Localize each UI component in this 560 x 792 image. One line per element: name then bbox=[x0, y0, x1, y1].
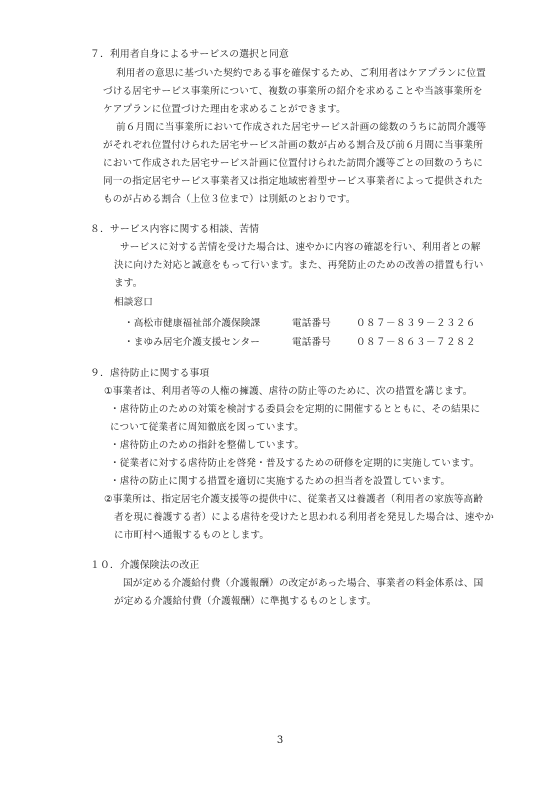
bullet-item: ・虐待防止のための対策を検討する委員会を定期的に開催するとともに、その結果に bbox=[110, 404, 481, 415]
section-heading: ７．利用者自身によるサービスの選択と同意 bbox=[90, 49, 289, 60]
paragraph-line: が定める介護給付費（介護報酬）に準拠するものとします。 bbox=[114, 596, 377, 607]
paragraph-line: サービスに対する苦情を受けた場合は、速やかに内容の確認を行い、利用者との解 bbox=[120, 242, 481, 253]
bullet-item: について従業者に周知徹底を図っています。 bbox=[110, 422, 304, 433]
paragraph-line: 利用者の意思に基づいた契約である事を確保するため、ご利用者はケアプランに位置 bbox=[116, 68, 486, 79]
bullet-item: ・従業者に対する虐待防止を啓発・普及するための研修を定期的に実施しています。 bbox=[110, 458, 480, 469]
section-heading: ９．虐待防止に関する事項 bbox=[90, 368, 210, 379]
paragraph-line: 前６月間に当事業所において作成された居宅サービス計画の総数のうちに訪問介護等 bbox=[116, 122, 487, 133]
bullet-item: ・虐待の防止に関する措置を適切に実施するための担当者を設置しています。 bbox=[110, 476, 451, 487]
paragraph-line: づける居宅サービス事業所について、複数の事業所の紹介を求めることや当該事業所を bbox=[103, 86, 483, 97]
section-heading: １０．介護保険法の改正 bbox=[90, 560, 200, 571]
paragraph-line: ます。 bbox=[114, 278, 143, 289]
bullet-item: ・虐待防止のための指針を整備しています。 bbox=[110, 440, 305, 451]
contact-name: ・まゆみ居宅介護支援センター bbox=[124, 337, 261, 348]
tel-number: ０８７－８６３－７２８２ bbox=[356, 337, 476, 348]
list-item: 者を現に養護する者）による虐待を受けたと思われる利用者を発見した場合は、速やか bbox=[114, 512, 495, 523]
page-number: 3 bbox=[276, 735, 284, 746]
tel-label: 電話番号 bbox=[292, 337, 331, 348]
paragraph-line: 同一の指定居宅サービス事業者又は指定地域密着型サービス事業者によって提供された bbox=[103, 176, 484, 187]
list-item: に市町村へ通報するものとします。 bbox=[114, 530, 270, 541]
paragraph-line: がそれぞれ位置付けられた居宅サービス計画の数が占める割合及び前６月間に当事業所 bbox=[103, 140, 484, 151]
paragraph-line: ケアプランに位置づけた理由を求めることができます。 bbox=[103, 104, 346, 115]
tel-number: ０８７－８３９－２３２６ bbox=[356, 318, 476, 329]
paragraph-line: 決に向けた対応と誠意をもって行います。また、再発防止のための改善の措置も行い bbox=[114, 260, 484, 271]
contact-name: ・高松市健康福祉部介護保険課 bbox=[124, 318, 261, 329]
paragraph-line: 国が定める介護給付費（介護報酬）の改定があった場合、事業者の料金体系は、国 bbox=[123, 578, 484, 589]
section-heading: ８．サービス内容に関する相談、苦情 bbox=[90, 224, 260, 235]
paragraph-line: において作成された居宅サービス計画に位置付けられた訪問介護等ごとの回数のうちに bbox=[103, 158, 484, 169]
list-item: ②事業所は、指定居宅介護支援等の提供中に、従業者又は養護者（利用者の家族等高齢 bbox=[104, 494, 484, 505]
list-item: ①事業者は、利用者等の人権の擁護、虐待の防止等のために、次の措置を講じます。 bbox=[104, 386, 473, 397]
tel-label: 電話番号 bbox=[292, 318, 331, 329]
paragraph-line: ものが占める割合（上位３位まで）は別紙のとおりです。 bbox=[103, 194, 356, 205]
consult-label: 相談窓口 bbox=[114, 297, 153, 308]
